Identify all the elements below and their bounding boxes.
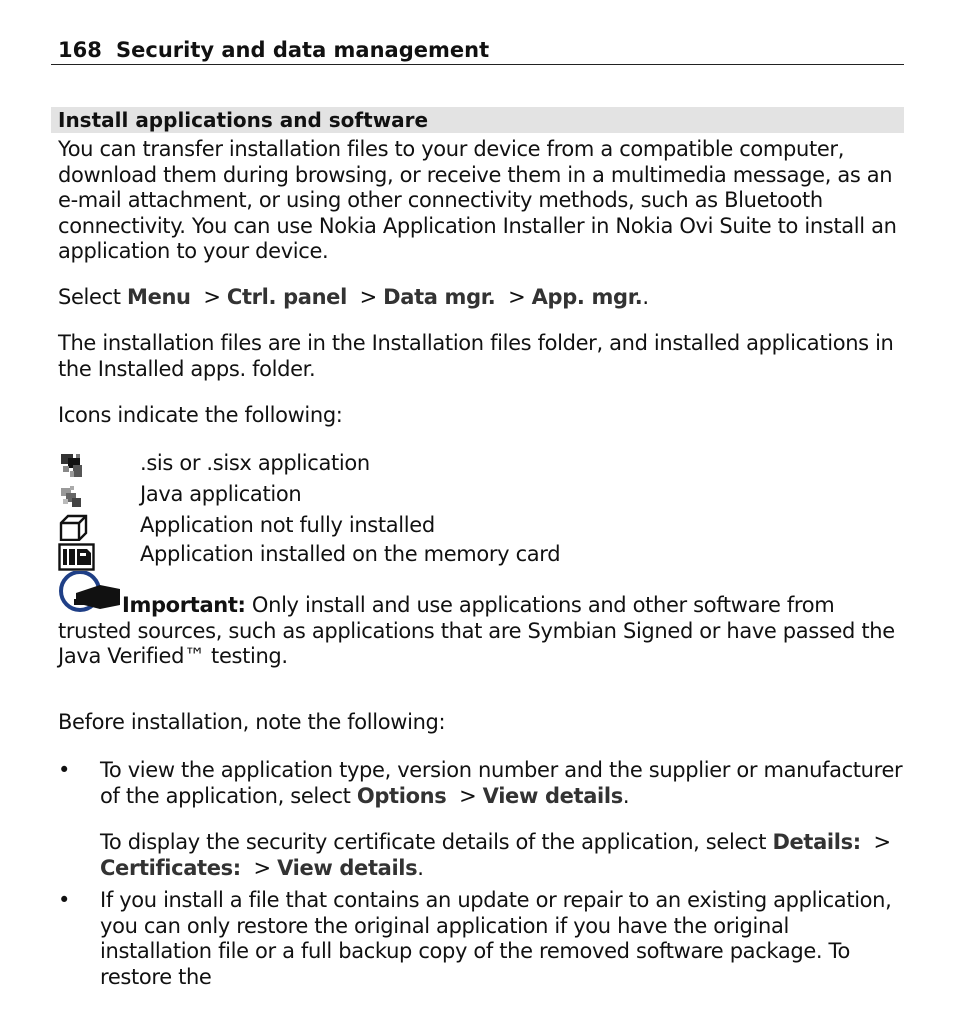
legend-label-java: Java application: [140, 482, 302, 506]
path-separator: >: [203, 285, 221, 309]
legend-row-memory-card: [58, 542, 904, 570]
path-step-view-details: View details: [482, 783, 623, 808]
legend-row-not-fully-installed: [58, 513, 904, 541]
sub-text-after: .: [417, 855, 424, 880]
path-step-ctrl-panel: Ctrl. panel: [226, 285, 347, 309]
legend-row-java: [58, 482, 904, 510]
path-prefix: Select: [58, 285, 121, 309]
path-separator: >: [508, 285, 526, 309]
path-step-details: Details:: [772, 830, 861, 854]
legend-row-sis: [58, 451, 904, 479]
path-step-menu: Menu: [127, 285, 191, 309]
icons-intro: Icons indicate the following:: [58, 403, 343, 427]
java-application-icon: [58, 482, 94, 510]
path-separator: >: [359, 285, 377, 309]
important-note: [58, 593, 904, 670]
legend-label-sis: .sis or .sisx application: [140, 451, 370, 475]
page-header: [51, 36, 904, 65]
sis-application-icon: [58, 451, 94, 479]
menu-path-paragraph: [58, 285, 649, 311]
path-step-app-mgr: App. mgr.: [531, 285, 643, 309]
path-separator: >: [253, 855, 271, 880]
path-separator: >: [459, 783, 477, 808]
path-step-data-mgr: Data mgr.: [383, 285, 496, 309]
section-heading-bar: [51, 107, 904, 133]
folders-paragraph: The installation files are in the Installation files folder, and installed applications in the Installed apps. folder.: [58, 331, 894, 381]
bullet-marker: •: [58, 758, 71, 782]
path-step-certificates: Certificates:: [100, 855, 241, 880]
bullet-text-before: To view the application type, version number and the supplier or manufacturer of the application, select: [100, 758, 903, 808]
bullet-text: [100, 758, 904, 809]
path-suffix: .: [642, 285, 649, 309]
sub-text-before: To display the security certificate details of the application, select: [100, 830, 773, 854]
legend-label-memory-card: Application installed on the memory card: [140, 542, 561, 566]
bullet-marker: •: [58, 888, 71, 912]
important-label: Important:: [122, 593, 246, 617]
intro-paragraph: You can transfer installation files to your device from a compatible computer, download them during browsing, or receive them in a multimedia message, as an e-mail attachment, or using other connectivity methods, such as Bluetooth connectivity. You can use Nokia Application Installer in Nokia Ovi Suite to install an application to your device.: [58, 137, 897, 263]
legend-label-not-fully-installed: Application not fully installed: [140, 513, 435, 537]
important-icon: [58, 571, 120, 613]
before-install-paragraph: Before installation, note the following:: [58, 710, 446, 734]
bullet-text: If you install a file that contains an update or repair to an existing application, you can only restore the original application if you have the original installation file or a full backup copy of the removed software package. To restore the: [100, 888, 892, 989]
path-step-view-details-2: View details: [277, 855, 418, 880]
not-fully-installed-icon: [58, 513, 94, 541]
important-text: Only install and use applications and other software from trusted sources, such as applications that are Symbian Signed or have passed the Java Verified™ testing.: [58, 593, 895, 668]
memory-card-icon: [58, 542, 94, 570]
path-separator: >: [873, 830, 891, 854]
certificate-details-paragraph: [100, 830, 904, 881]
section-heading: Install applications and software: [58, 108, 429, 132]
chapter-title: Security and data management: [116, 38, 490, 62]
page-number: 168: [58, 38, 102, 62]
bullet-text-after: .: [622, 783, 630, 808]
path-step-options: Options: [356, 783, 447, 808]
